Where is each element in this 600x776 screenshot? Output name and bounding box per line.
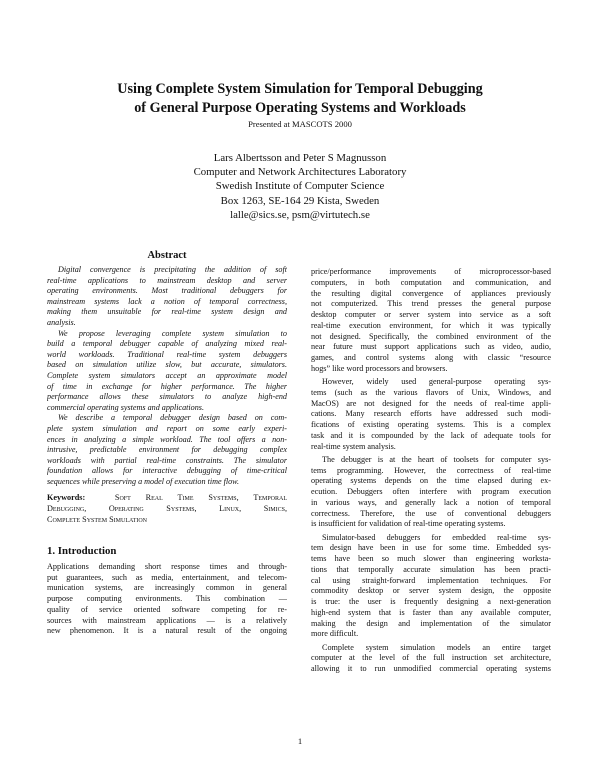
abstract-line: We propose leveraging complete system simulation to	[58, 328, 287, 338]
body-line: put guarantees, such as media, entertainment, and telecom-	[47, 572, 287, 582]
body-line: ecution. Debuggers often interfere with program execution	[311, 487, 551, 496]
body-line: high-end system that is faster than any available computer,	[311, 607, 551, 617]
body-line: real-time execution environment, for which it was typically	[311, 320, 551, 330]
right-column	[311, 267, 551, 675]
body-line: fications of existing operating systems. This is a complex	[311, 420, 551, 429]
abstract-heading: Abstract	[147, 250, 187, 261]
author-emails: lalle@sics.se, psm@virtutech.se	[230, 208, 370, 221]
body-line: more difficult.	[311, 629, 359, 639]
body-line: new phenomenon. It is a natural result of the ongoing	[47, 626, 287, 636]
body-line: the resulting digital convergence of appliances previously	[311, 288, 551, 298]
body-line: is insufficient for validation of real-time operating systems.	[311, 519, 506, 529]
body-line: However, widely used general-purpose operating sys-	[322, 377, 551, 386]
body-line: Complete system simulation models an entire target	[322, 642, 551, 652]
body-line: is true: the user is frequently designing a next-generation	[311, 597, 551, 606]
abstract-line: foundation allows for interactive debugging of time-critical	[47, 466, 287, 476]
body-line: correctness. Therefore, the use of conventional debuggers	[311, 508, 551, 518]
abstract-line: mainstream systems lack a notion of temporal correctness,	[47, 296, 287, 306]
abstract-line: intrusive, predictable environment for debugging complex	[47, 445, 287, 455]
body-line: tems programming. However, the correctness of real-time	[311, 465, 551, 475]
abstract-line: sequences while preserving a model of execution time flow.	[47, 476, 240, 486]
body-line: purpose computing environments. This combination —	[47, 594, 287, 604]
body-line: not designed. Specifically, the combined environment of the	[311, 331, 551, 341]
body-line: desktop computer or server system into service as a soft	[311, 310, 551, 319]
body-line: price/performance improvements of microprocessor-based	[311, 267, 551, 276]
body-line: not computerized. This trend presses the general purpose	[311, 299, 551, 309]
abstract-line: world workloads. Traditional real-time system debuggers	[47, 349, 287, 359]
body-line: sources with mainstream applications — is a relatively	[47, 615, 287, 625]
abstract-line: Digital convergence is precipitating the addition of soft	[58, 265, 287, 274]
abstract-line: analysis.	[47, 317, 76, 327]
body-line: tems (such as the various flavors of Unix, Windows, and	[311, 387, 551, 397]
affiliation-line: Box 1263, SE-164 29 Kista, Sweden	[220, 194, 380, 207]
keywords-block	[47, 493, 287, 525]
abstract-line: ences in analyzing a simple workload. The tool offers a non-	[47, 434, 287, 444]
title-line: Using Complete System Simulation for Temporal Debugging	[117, 81, 483, 97]
abstract-line: of time in exchange for higher performance. The higher	[47, 381, 287, 391]
abstract-line: Complete system simulators accept an approximate model	[47, 370, 287, 380]
body-line: computer at the level of the full instruction set architecture,	[311, 653, 551, 663]
body-line: MacOS) are not designed for the needs of real-time appli-	[311, 398, 551, 408]
abstract-line: plete system simulation and report on some early experi-	[47, 423, 287, 433]
body-line: cations. Many research efforts have addressed such modi-	[311, 409, 551, 419]
body-line: commodity desktop or server system design, the opposite	[311, 586, 551, 596]
body-line: operating systems depends on the time elapsed during ex-	[311, 476, 551, 486]
body-line: allowing it to run unmodified commercial operating systems	[311, 664, 551, 673]
keywords-line: Debugging, Operating Systems, Linux, Simics,	[47, 504, 287, 514]
body-line: making the design and implementation of the simulator	[311, 618, 551, 628]
abstract-line: performance allows these simulators to analyze high-end	[47, 392, 287, 402]
abstract-line: real-time applications to mainstream desktop and server	[47, 275, 287, 285]
abstract-line: We describe a temporal debugger design based on com-	[58, 413, 287, 423]
body-line: real-time system analysis.	[311, 441, 396, 451]
abstract-line: making them unsuitable for real-time system design and	[47, 307, 287, 317]
keywords-text: Soft Real Time Systems, Temporal	[114, 493, 287, 503]
keywords-line: Complete System Simulation	[47, 515, 147, 525]
body-line: games, and control systems along with classic “resource	[311, 353, 551, 362]
body-line: The debugger is at the heart of toolsets for computer sys-	[322, 454, 551, 464]
section-heading-introduction: 1. Introduction	[47, 544, 117, 557]
body-line: Applications demanding short response times and through-	[47, 561, 287, 571]
page-number: 1	[297, 736, 303, 746]
title-line: of General Purpose Operating Systems and Workloads	[134, 100, 466, 116]
affiliation-line: Computer and Network Architectures Laboratory	[193, 166, 407, 179]
abstract-line: based on simulation utilize slow, but accurate, simulators.	[47, 360, 287, 370]
venue-note: Presented at MASCOTS 2000	[248, 119, 352, 129]
introduction-body	[47, 562, 287, 637]
body-line: Simulator-based debuggers for embedded real-time sys-	[322, 532, 551, 542]
keywords-line	[47, 493, 287, 504]
body-line: task and it is compounded by the lack of adequate tools for	[311, 430, 551, 440]
abstract-body	[47, 265, 287, 487]
author-block	[100, 151, 500, 222]
paper-title	[60, 80, 540, 118]
body-line: hogs” like word processors and browsers.	[311, 363, 448, 373]
left-column	[47, 249, 287, 637]
abstract-line: commercial operating systems and applications.	[47, 402, 204, 412]
body-line: computers, in both computation and communication, and	[311, 277, 551, 287]
body-line: in various ways, and generally lack a notion of temporal	[311, 497, 551, 507]
affiliation-line: Swedish Institute of Computer Science	[215, 180, 385, 193]
body-line: quality of service oriented software competing for re-	[47, 604, 287, 614]
body-line: munication systems, are increasingly common in general	[47, 583, 287, 593]
abstract-line: workloads with partial real-time constraints. The simulator	[47, 455, 287, 465]
body-line: tems have been so much slower than engineering worksta-	[311, 554, 551, 563]
keywords-label: Keywords:	[47, 493, 86, 503]
author-names: Lars Albertsson and Peter S Magnusson	[213, 152, 387, 164]
body-line: cal using straight-forward implementation techniques. For	[311, 575, 551, 585]
body-line: tem design have been in use for some time. Embedded sys-	[311, 543, 551, 553]
abstract-line: operating environments. Most traditional debuggers for	[47, 286, 287, 296]
body-line: near future must support applications such as video, audio,	[311, 342, 551, 352]
abstract-line: build a temporal debugger capable of analyzing mixed real-	[47, 339, 287, 349]
body-line: tions that temporally accurate simulation has been practi-	[311, 564, 551, 574]
